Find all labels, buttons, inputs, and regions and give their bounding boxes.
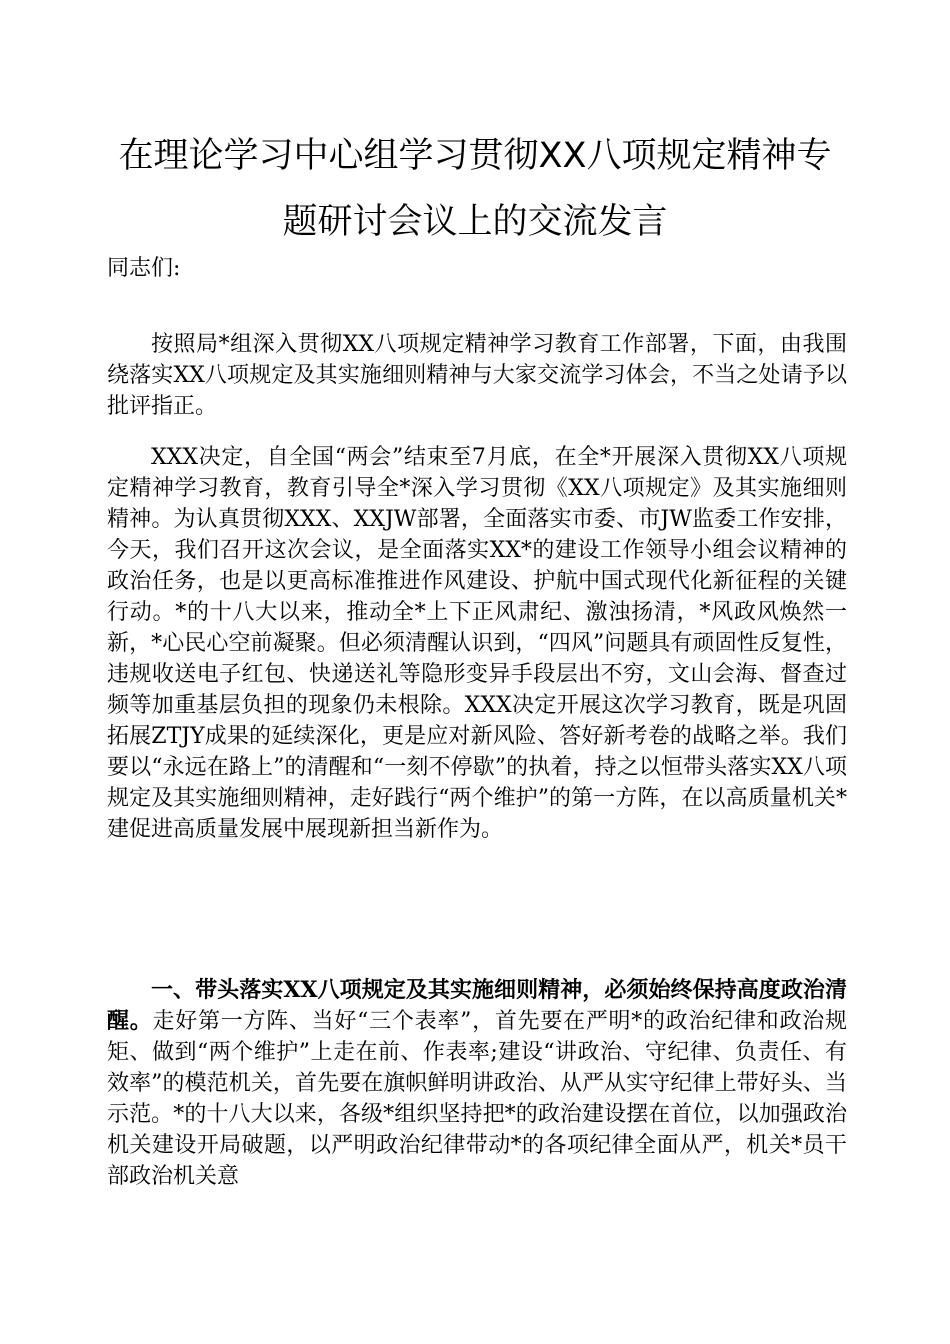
paragraph-section-1 (107, 975, 847, 1192)
salutation: 同志们: (107, 256, 181, 281)
document-title-line-1: 在理论学习中心组学习贯彻XX八项规定精神专 (118, 136, 832, 176)
paragraph-intro: 按照局*组深入贯彻XX八项规定精神学习教育工作部署，下面，由我围绕落实XX八项规定及其实施细则精神与大家交流学习体会，不当之处请予以批评指正。 (107, 332, 847, 419)
section-1-body: 走好第一方阵、当好“三个表率”，首先要在严明*的政治纪律和政治规矩、做到“两个维护”上走在前、作表率;建设“讲政治、守纪律、负责任、有效率”的模范机关，首先要在旗帜鲜明讲政治、从严从实守纪律上带好头、当示范。*的十八大以来，各级*组织坚持把*的政治建设摆在首位，以加强政治机关建设开局破题，以严明政治纪律带动*的各项纪律全面从严，机关*员干部政治机关意 (107, 1009, 847, 1189)
section-1-heading: 一、带头落实XX八项规定及其实施细则精神，必须始终保持高度政治清醒。 (107, 977, 847, 1034)
document-title-line-2: 题研讨会议上的交流发言 (282, 202, 668, 242)
paragraph-background: XXX决定，自全国“两会”结束至7月底，在全*开展深入贯彻XX八项规定精神学习教育，教育引导全*深入学习贯彻《XX八项规定》及其实施细则精神。为认真贯彻XXX、XXJW部署，全面落实市委、市JW监委工作安排，今天，我们召开这次会议，是全面落实XX*的建设工作领导小组会议精神的政治任务，也是以更高标准推进作风建设、护航中国式现代化新征程的关键行动。*的十八大以来，推动全*上下正风肃纪、激浊扬清，*风政风焕然一新，*心民心空前凝聚。但必须清醒认识到，“四风”问题具有顽固性反复性，违规收送电子红包、快递送礼等隐形变异手段层出不穷，文山会海、督查过频等加重基层负担的现象仍未根除。XXX决定开展这次学习教育，既是巩固拓展ZTJY成果的延续深化，更是应对新风险、答好新考卷的战略之举。我们要以“永远在路上”的清醒和“一刻不停歇”的执着，持之以恒带头落实XX八项规定及其实施细则精神，走好践行“两个维护”的第一方阵，在以高质量机关*建促进高质量发展中展现新担当新作为。 (107, 445, 847, 842)
